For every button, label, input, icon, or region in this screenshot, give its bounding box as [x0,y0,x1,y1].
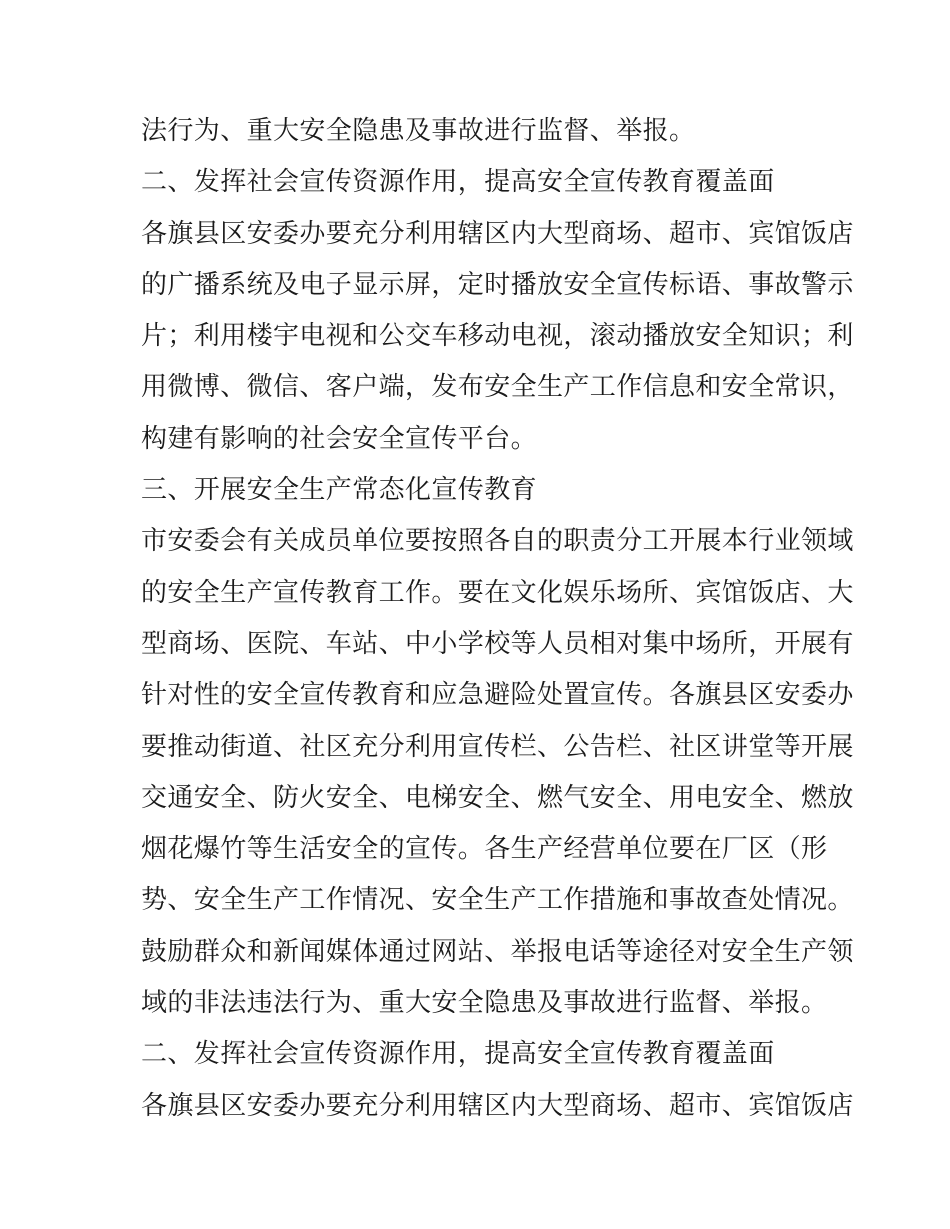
text-line: 各旗县区安委办要充分利用辖区内大型商场、超市、宾馆饭店 [141,218,854,249]
text-line: 针对性的安全宣传教育和应急避险处置宣传。各旗县区安委办 [141,680,854,711]
section-heading: 二、发挥社会宣传资源作用，提高安全宣传教育覆盖面 [141,167,775,198]
text-line: 型商场、医院、车站、中小学校等人员相对集中场所，开展有 [141,628,854,659]
text-line: 片；利用楼宇电视和公交车移动电视，滚动播放安全知识；利 [141,321,854,352]
text-line: 市安委会有关成员单位要按照各自的职责分工开展本行业领域 [141,526,854,557]
text-line: 鼓励群众和新闻媒体通过网站、举报电话等途径对安全生产领 [141,936,854,967]
section-heading: 三、开展安全生产常态化宣传教育 [141,475,538,506]
text-line: 的广播系统及电子显示屏，定时播放安全宣传标语、事故警示 [141,269,854,300]
text-line: 交通安全、防火安全、电梯安全、燃气安全、用电安全、燃放 [141,782,854,813]
text-line: 法行为、重大安全隐患及事故进行监督、举报。 [141,116,696,146]
text-line: 要推动街道、社区充分利用宣传栏、公告栏、社区讲堂等开展 [141,731,854,762]
text-line: 用微博、微信、客户端，发布安全生产工作信息和安全常识， [141,372,854,403]
text-line: 域的非法违法行为、重大安全隐患及事故进行监督、举报。 [141,988,828,1019]
text-line: 构建有影响的社会安全宣传平台。 [141,423,538,454]
section-heading: 二、发挥社会宣传资源作用，提高安全宣传教育覆盖面 [141,1039,775,1070]
text-line: 势、安全生产工作情况、安全生产工作措施和事故查处情况。 [141,885,854,916]
document-body [141,106,854,1132]
text-line: 的安全生产宣传教育工作。要在文化娱乐场所、宾馆饭店、大 [141,577,854,608]
text-line: 各旗县区安委办要充分利用辖区内大型商场、超市、宾馆饭店 [141,1090,854,1121]
text-line: 烟花爆竹等生活安全的宣传。各生产经营单位要在厂区（形 [141,834,828,865]
